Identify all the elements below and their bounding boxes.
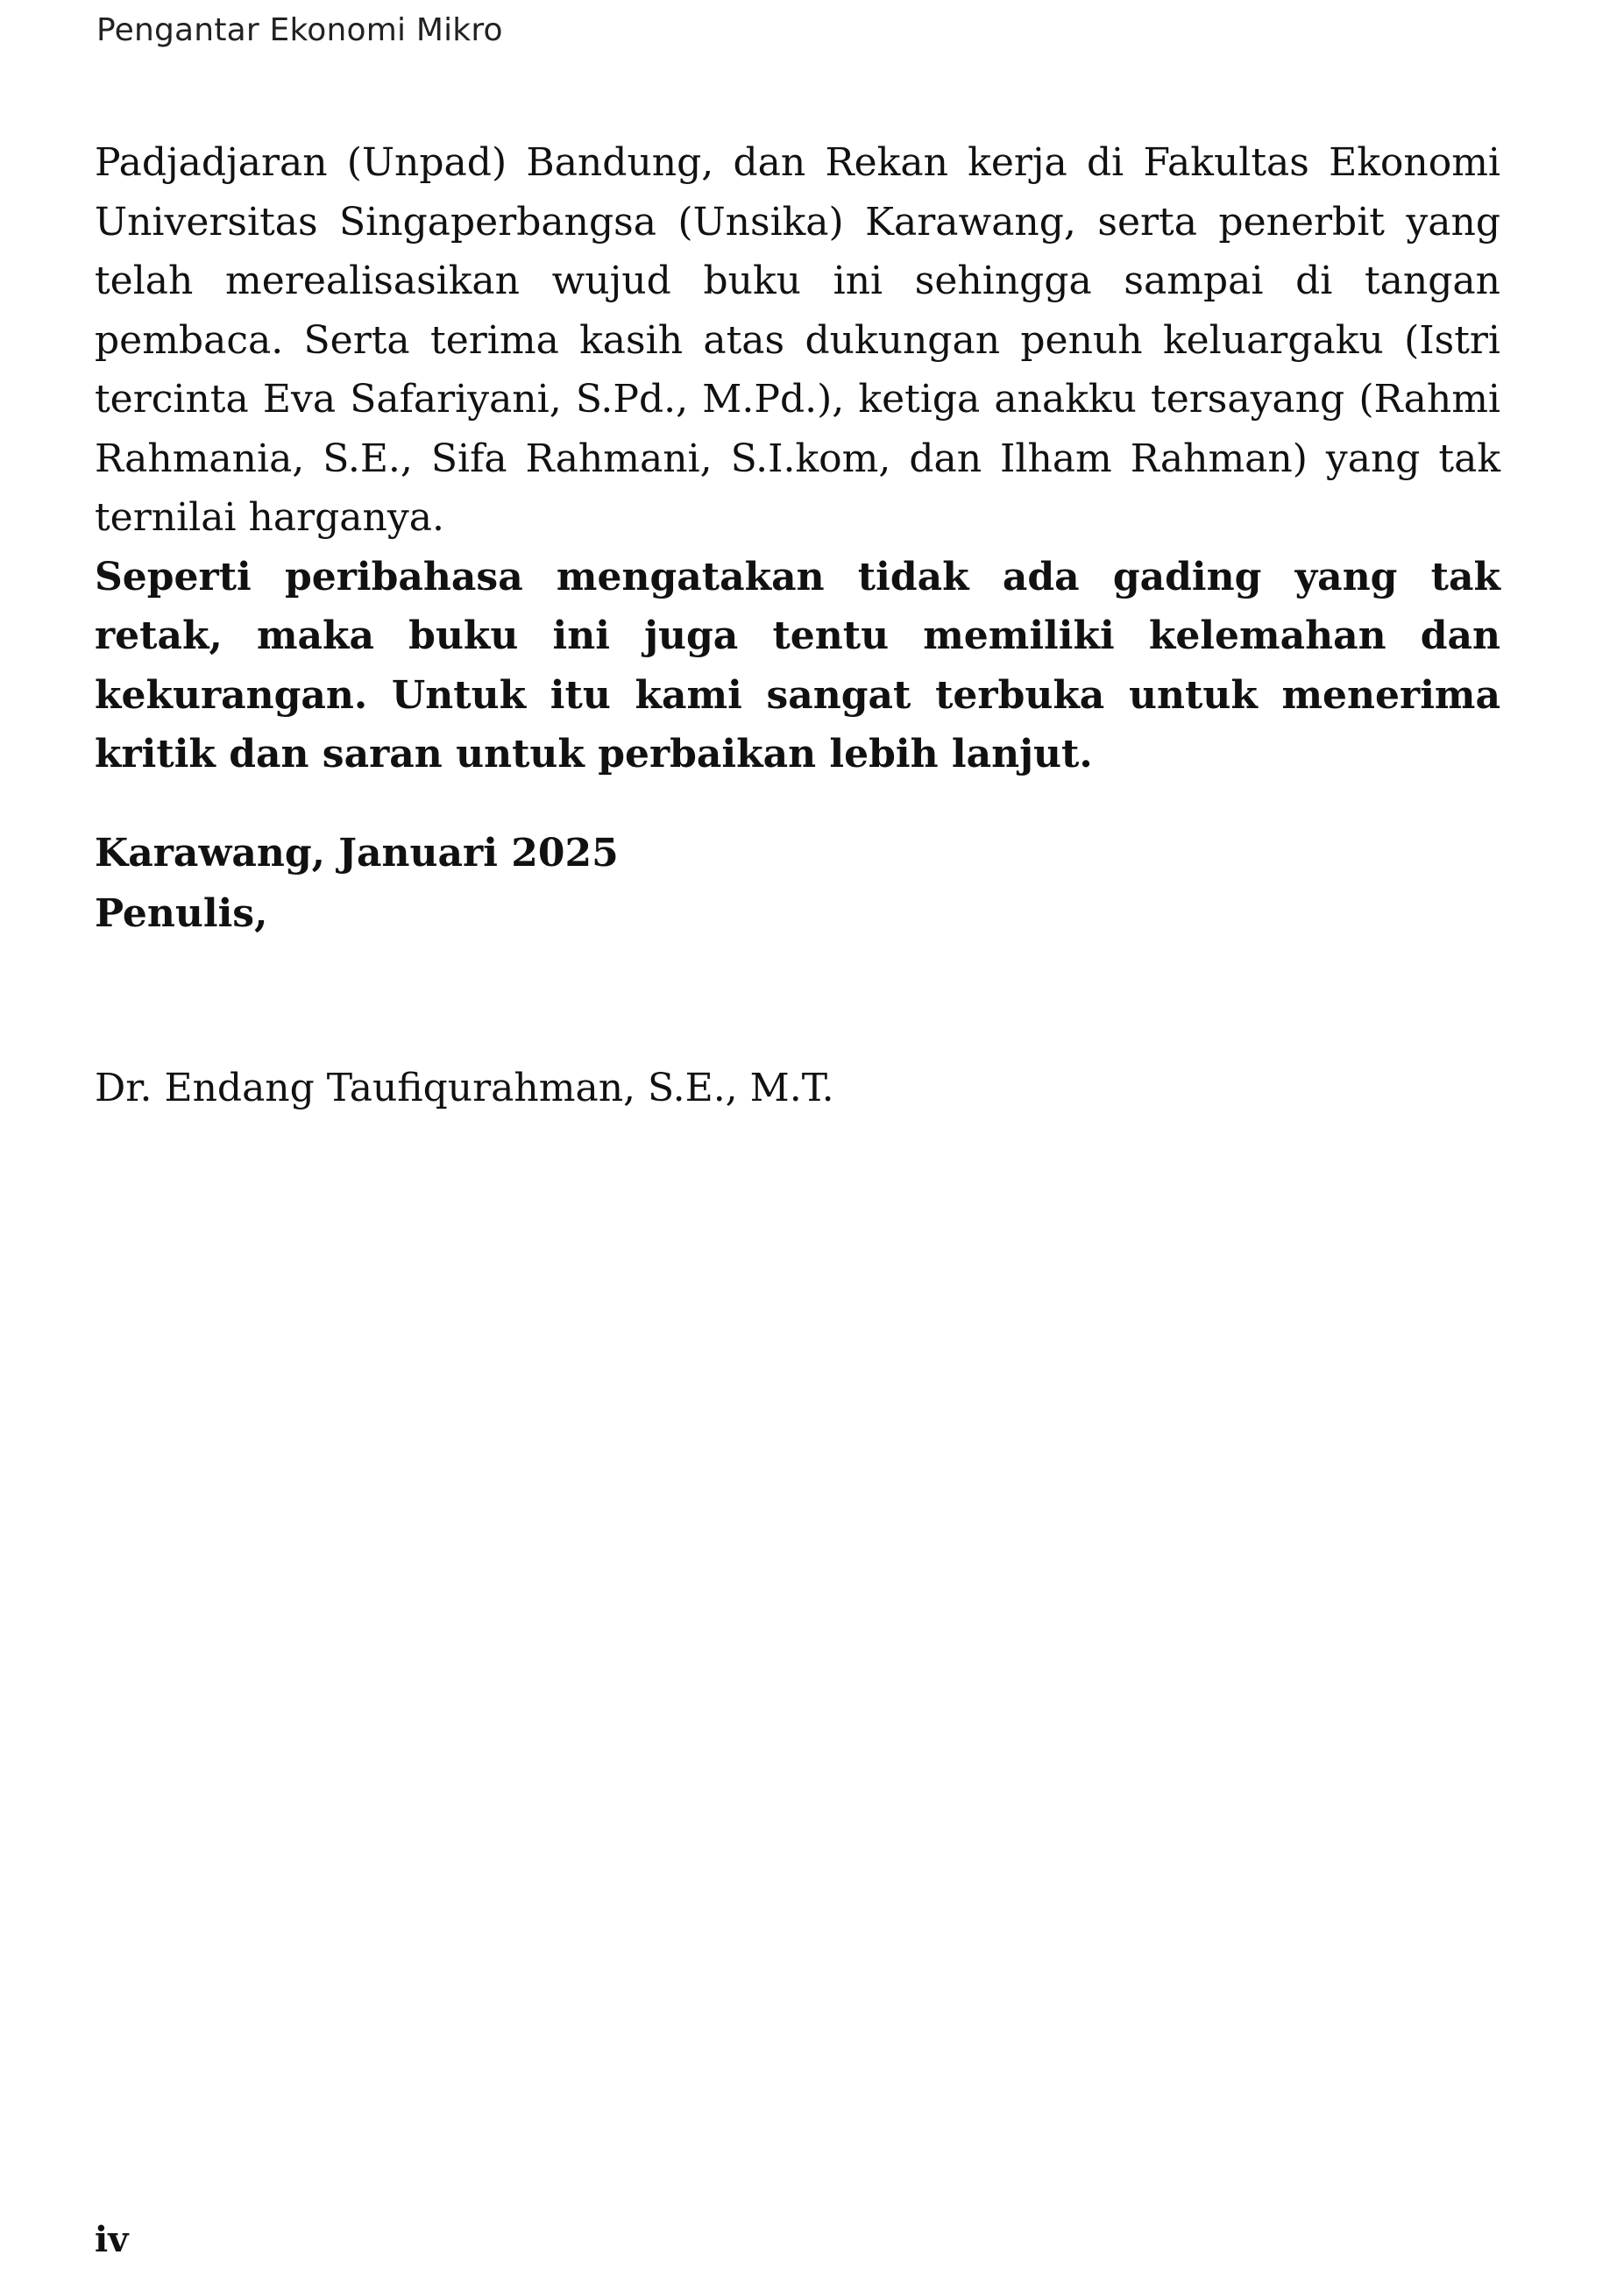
running-header: Pengantar Ekonomi Mikro [96, 12, 503, 48]
closing-statement-paragraph: Seperti peribahasa mengatakan tidak ada gading yang tak retak, maka buku ini juga tentu memiliki kelemahan dan kekurangan. Untuk itu kami sangat terbuka untuk menerima kritik dan saran untuk perbaikan lebih lanjut. [95, 554, 1500, 776]
author-role: Penulis, [95, 890, 268, 936]
page-content [95, 133, 1500, 1118]
page-number: iv [95, 2219, 129, 2260]
place-and-date: Karawang, Januari 2025 [95, 830, 619, 876]
author-name: Dr. Endang Taufiqurahman, S.E., M.T. [95, 1065, 834, 1110]
acknowledgement-paragraph: Padjadjaran (Unpad) Bandung, dan Rekan kerja di Fakultas Ekonomi Universitas Singaperbangsa (Unsika) Karawang, serta penerbit yang telah merealisasikan wujud buku ini sehingga sampai di tangan pembaca. Serta terima kasih atas dukungan penuh keluargaku (Istri tercinta Eva Safariyani, S.Pd., M.Pd.), ketiga anakku tersayang (Rahmi Rahmania, S.E., Sifa Rahmani, S.I.kom, dan Ilham Rahman) yang tak ternilai harganya. [95, 140, 1500, 540]
closing-block [95, 823, 1500, 944]
